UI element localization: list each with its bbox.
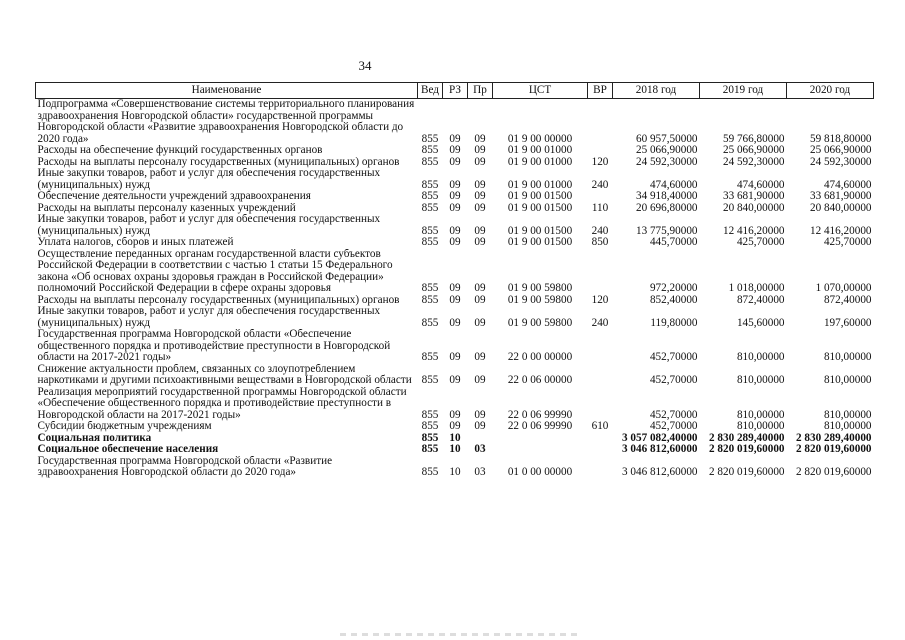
row-2018: 445,70000 <box>649 237 698 248</box>
row-rz: 09 <box>449 294 461 306</box>
table-row <box>36 191 874 203</box>
row-2020: 810,00000 <box>823 351 872 363</box>
row-2018: 24 592,30000 <box>635 156 698 168</box>
row-2018: 452,70000 <box>649 351 698 363</box>
table-row <box>36 444 874 456</box>
row-pr <box>468 433 493 445</box>
header-rz: РЗ <box>443 83 468 99</box>
row-2020: 59 818,80000 <box>809 132 872 145</box>
row-vr <box>588 364 613 387</box>
row-2020: 24 592,30000 <box>809 156 872 168</box>
row-cst: 01 9 00 01000 <box>507 145 573 156</box>
row-2018: 13 775,90000 <box>635 224 698 237</box>
row-2018: 3 057 082,40000 <box>621 432 698 444</box>
table-row <box>36 237 874 249</box>
row-2018: 972,20000 <box>649 282 698 294</box>
row-rz: 10 <box>449 444 461 455</box>
row-2019: 12 416,20000 <box>722 224 785 237</box>
row-2018: 452,70000 <box>649 374 698 386</box>
row-rz: 09 <box>449 224 461 237</box>
row-rz: 09 <box>449 191 461 202</box>
row-name: Снижение актуальности проблем, связанных со злоупотреблением наркотиками и другими психоактивными веществами в Новгородской области <box>37 363 412 386</box>
row-pr: 09 <box>474 156 486 168</box>
row-vr <box>588 249 613 295</box>
row-rz: 09 <box>449 421 461 432</box>
row-ved: 855 <box>421 224 439 237</box>
row-2018: 852,40000 <box>649 294 698 306</box>
footer-scan-artifact <box>340 633 580 636</box>
row-pr: 09 <box>474 408 486 421</box>
row-pr: 09 <box>474 294 486 306</box>
table-row <box>36 295 874 307</box>
row-cst: 22 0 06 99990 <box>507 408 573 421</box>
row-2018: 3 046 812,60000 <box>621 466 698 478</box>
row-pr: 09 <box>474 316 486 329</box>
row-name: Реализация мероприятий государственной программы Новгородской области «Обеспечение общественного порядка и противодействие преступности в Новгородской области на 2017-2021 годы» <box>37 386 407 421</box>
row-pr: 09 <box>474 202 486 214</box>
row-cst: 01 9 00 59800 <box>507 294 573 306</box>
row-2019: 2 820 019,60000 <box>708 444 785 455</box>
row-ved: 855 <box>421 316 439 329</box>
row-name: Иные закупки товаров, работ и услуг для обеспечения государственных (муниципальных) нужд <box>37 306 381 329</box>
row-2020: 810,00000 <box>823 421 872 432</box>
row-name: Расходы на обеспечение функций государственных органов <box>37 145 323 156</box>
row-pr: 09 <box>474 351 486 363</box>
table-row <box>36 168 874 191</box>
row-2019: 25 066,90000 <box>722 145 785 156</box>
row-cst: 01 9 00 01500 <box>507 224 573 237</box>
row-rz: 09 <box>449 408 461 421</box>
row-name: Уплата налогов, сборов и иных платежей <box>37 237 234 248</box>
table-header-row <box>36 83 874 99</box>
row-ved: 855 <box>421 374 439 386</box>
row-ved: 855 <box>421 237 439 248</box>
row-2019: 425,70000 <box>736 237 785 248</box>
row-ved: 855 <box>421 191 439 202</box>
row-ved: 855 <box>421 156 439 168</box>
row-name: Государственная программа Новгородской области «Обеспечение общественного порядка и противодействие преступности в Новгородской области на 2017-2021 годы» <box>37 329 391 363</box>
header-2019: 2019 год <box>700 83 787 99</box>
row-2019: 1 018,00000 <box>728 282 785 294</box>
row-cst <box>493 444 588 456</box>
row-2019: 33 681,90000 <box>722 191 785 202</box>
row-pr: 03 <box>474 444 486 455</box>
row-2019: 59 766,80000 <box>722 132 785 145</box>
row-cst: 22 0 06 00000 <box>507 374 573 386</box>
table-row <box>36 456 874 479</box>
row-name: Иные закупки товаров, работ и услуг для обеспечения государственных (муниципальных) нужд <box>37 214 381 237</box>
row-pr: 03 <box>474 466 486 478</box>
row-2018: 20 696,80000 <box>635 202 698 214</box>
row-name: Обеспечение деятельности учреждений здравоохранения <box>37 191 311 202</box>
row-cst <box>493 433 588 445</box>
row-vr <box>588 433 613 445</box>
row-rz: 09 <box>449 145 461 156</box>
row-2019: 20 840,00000 <box>722 202 785 214</box>
row-pr: 09 <box>474 224 486 237</box>
row-2020: 810,00000 <box>823 408 872 421</box>
row-2020: 2 820 019,60000 <box>795 444 872 455</box>
row-vr <box>588 191 613 203</box>
row-ved: 855 <box>421 408 439 421</box>
budget-table <box>35 82 874 479</box>
row-vr: 610 <box>591 421 609 432</box>
row-rz: 09 <box>449 237 461 248</box>
row-cst: 01 0 00 00000 <box>507 466 573 478</box>
row-2020: 2 830 289,40000 <box>795 432 872 444</box>
row-ved: 855 <box>421 294 439 306</box>
row-2020: 2 820 019,60000 <box>795 466 872 478</box>
header-cst: ЦСТ <box>493 83 588 99</box>
table-row <box>36 421 874 433</box>
row-name: Осуществление переданных органам государственной власти субъектов Российской Федерации в соответствии с частью 1 статьи 15 Федерального закона «Об основах охраны здоровья граждан в Российской Федерации» полномочий Российской Федерации в сфере охраны здоровья <box>37 248 393 294</box>
row-ved: 855 <box>421 444 439 455</box>
row-name: Расходы на выплаты персоналу государственных (муниципальных) органов <box>37 294 400 306</box>
row-pr: 09 <box>474 282 486 294</box>
row-2020: 872,40000 <box>823 294 872 306</box>
row-vr: 850 <box>591 237 609 248</box>
row-rz: 10 <box>449 432 461 444</box>
row-name: Расходы на выплаты персоналу государственных (муниципальных) органов <box>37 156 400 168</box>
row-vr: 120 <box>591 294 609 306</box>
row-vr: 240 <box>591 316 609 329</box>
row-ved: 855 <box>421 351 439 363</box>
row-cst: 01 9 00 59800 <box>507 282 573 294</box>
row-vr: 240 <box>591 224 609 237</box>
row-pr: 09 <box>474 145 486 156</box>
row-rz: 09 <box>449 132 461 145</box>
row-rz: 09 <box>449 282 461 294</box>
row-2020: 810,00000 <box>823 374 872 386</box>
row-vr <box>588 456 613 479</box>
row-2019: 810,00000 <box>736 374 785 386</box>
row-ved: 855 <box>421 145 439 156</box>
row-cst: 22 0 06 99990 <box>507 421 573 432</box>
table-row <box>36 329 874 364</box>
row-cst: 01 9 00 01500 <box>507 237 573 248</box>
row-pr: 09 <box>474 237 486 248</box>
row-rz: 09 <box>449 316 461 329</box>
row-ved: 855 <box>421 432 439 444</box>
row-cst: 01 9 00 01500 <box>507 202 573 214</box>
row-cst: 22 0 00 00000 <box>507 351 573 363</box>
row-name: Социальное обеспечение населения <box>37 444 219 455</box>
row-2019: 872,40000 <box>736 294 785 306</box>
row-2018: 60 957,50000 <box>635 132 698 145</box>
table-row <box>36 306 874 329</box>
row-name: Подпрограмма «Совершенствование системы территориального планирования здравоохранения Новгородской области» государственной программы Новгородской области «Развитие здравоохранения Новгородской области до 2020 года» <box>37 98 415 145</box>
row-2019: 810,00000 <box>736 408 785 421</box>
row-2018: 25 066,90000 <box>635 145 698 156</box>
row-2018: 452,70000 <box>649 408 698 421</box>
row-vr: 240 <box>591 178 609 191</box>
table-row <box>36 157 874 169</box>
table-row <box>36 387 874 422</box>
table-row <box>36 433 874 445</box>
row-rz: 10 <box>449 466 461 478</box>
row-pr: 09 <box>474 374 486 386</box>
row-pr: 09 <box>474 132 486 145</box>
row-2020: 1 070,00000 <box>815 282 872 294</box>
row-2020: 12 416,20000 <box>809 224 872 237</box>
row-rz: 09 <box>449 351 461 363</box>
row-name: Государственная программа Новгородской области «Развитие здравоохранения Новгородской области до 2020 года» <box>37 455 333 478</box>
row-vr: 110 <box>591 202 609 214</box>
row-2020: 474,60000 <box>823 178 872 191</box>
table-row <box>36 145 874 157</box>
header-pr: Пр <box>468 83 493 99</box>
row-rz: 09 <box>449 156 461 168</box>
row-ved: 855 <box>421 421 439 432</box>
row-2020: 33 681,90000 <box>809 191 872 202</box>
row-vr: 120 <box>591 156 609 168</box>
row-2018: 34 918,40000 <box>635 191 698 202</box>
header-2020: 2020 год <box>787 83 874 99</box>
row-rz: 09 <box>449 202 461 214</box>
row-name: Расходы на выплаты персоналу казенных учреждений <box>37 202 296 214</box>
row-2019: 145,60000 <box>736 316 785 329</box>
row-rz: 09 <box>449 374 461 386</box>
header-2018: 2018 год <box>613 83 700 99</box>
row-vr <box>588 99 613 146</box>
row-rz: 09 <box>449 178 461 191</box>
row-cst: 01 9 00 00000 <box>507 132 573 145</box>
row-ved: 855 <box>421 282 439 294</box>
row-2019: 810,00000 <box>736 351 785 363</box>
header-vr: ВР <box>588 83 613 99</box>
row-2020: 197,60000 <box>823 316 872 329</box>
row-2018: 3 046 812,60000 <box>621 444 698 455</box>
row-ved: 855 <box>421 466 439 478</box>
row-cst: 01 9 00 01000 <box>507 178 573 191</box>
row-2019: 2 830 289,40000 <box>708 432 785 444</box>
header-name: Наименование <box>36 83 418 99</box>
row-2020: 20 840,00000 <box>809 202 872 214</box>
table-row <box>36 214 874 237</box>
row-cst: 01 9 00 59800 <box>507 316 573 329</box>
row-2019: 810,00000 <box>736 421 785 432</box>
row-vr <box>588 145 613 157</box>
row-name: Иные закупки товаров, работ и услуг для обеспечения государственных (муниципальных) нужд <box>37 168 381 191</box>
row-name: Социальная политика <box>37 432 152 444</box>
row-2018: 474,60000 <box>649 178 698 191</box>
header-ved: Вед <box>418 83 443 99</box>
row-vr <box>588 444 613 456</box>
table-row <box>36 99 874 146</box>
row-2019: 474,60000 <box>736 178 785 191</box>
row-ved: 855 <box>421 132 439 145</box>
row-ved: 855 <box>421 178 439 191</box>
table-row <box>36 249 874 295</box>
row-pr: 09 <box>474 178 486 191</box>
table-body <box>36 99 874 479</box>
row-2020: 25 066,90000 <box>809 145 872 156</box>
table-row <box>36 203 874 215</box>
row-pr: 09 <box>474 191 486 202</box>
row-2018: 452,70000 <box>649 421 698 432</box>
row-vr <box>588 387 613 422</box>
row-2020: 425,70000 <box>823 237 872 248</box>
row-2019: 2 820 019,60000 <box>708 466 785 478</box>
table-row <box>36 364 874 387</box>
row-cst: 01 9 00 01000 <box>507 156 573 168</box>
row-cst: 01 9 00 01500 <box>507 191 573 202</box>
row-pr: 09 <box>474 421 486 432</box>
page-number: 34 <box>358 58 372 73</box>
row-name: Субсидии бюджетным учреждениям <box>37 421 212 432</box>
row-2019: 24 592,30000 <box>722 156 785 168</box>
row-vr <box>588 329 613 364</box>
row-2018: 119,80000 <box>650 316 698 329</box>
row-ved: 855 <box>421 202 439 214</box>
